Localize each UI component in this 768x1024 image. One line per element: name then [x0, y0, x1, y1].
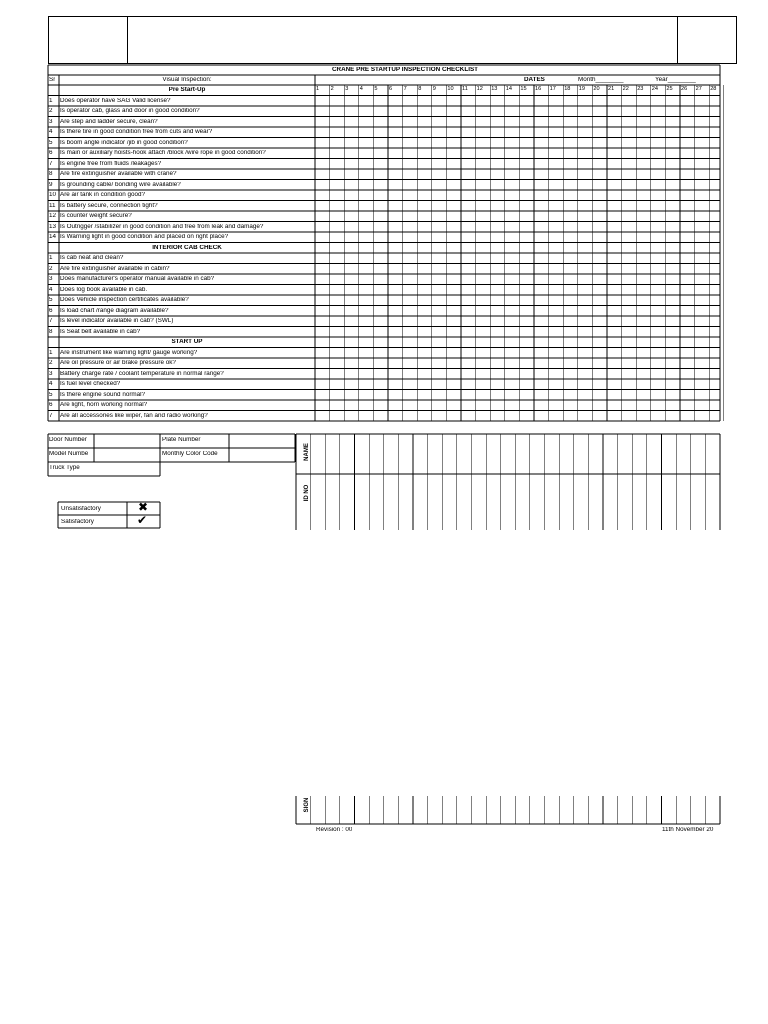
sign-label: SIGN	[304, 797, 310, 813]
item-question: Is main or auxiliary hoists-hook attach /block /wire rope in good condition?	[60, 150, 266, 156]
day-number: 27	[695, 86, 702, 92]
item-number: 7	[49, 160, 53, 167]
footer-date-text: 11th November 20	[662, 827, 714, 833]
item-number: 6	[49, 402, 53, 408]
item-question: Are fire extinguisher available in cabin?	[60, 265, 170, 272]
day-number: 14	[505, 86, 513, 92]
item-question: Is engine free from fluids /leakages?	[60, 160, 162, 167]
day-number: 24	[651, 86, 659, 92]
day-number: 19	[578, 86, 586, 92]
day-number: 13	[491, 86, 498, 92]
satisfactory-label: Satisfactory	[61, 519, 94, 525]
item-number: 12	[49, 213, 57, 219]
item-question: Is there engine sound normal?	[60, 391, 146, 398]
item-number: 2	[49, 360, 53, 366]
day-number: 10	[447, 86, 454, 92]
item-question: Are fire extinguisher available with crane?	[60, 171, 177, 177]
day-number: 25	[666, 86, 673, 92]
item-number: 11	[49, 202, 56, 209]
item-number: 7	[49, 412, 53, 419]
section-heading: START UP	[171, 339, 203, 345]
day-number: 2	[330, 86, 334, 92]
day-number: 11	[462, 86, 468, 92]
day-number: 18	[564, 86, 571, 92]
item-question: Is there tire in good condition free from cuts and wear?	[60, 129, 213, 135]
item-number: 1	[49, 255, 53, 261]
day-number: 17	[549, 86, 556, 92]
item-number: 8	[49, 328, 53, 335]
day-number: 9	[432, 86, 436, 92]
truck-type-label: Truck Type	[49, 465, 80, 471]
item-question: Is cab neat and clean?	[60, 255, 124, 261]
id-no-label: ID NO	[304, 484, 310, 502]
item-number: 4	[49, 381, 53, 387]
day-number: 3	[345, 86, 349, 92]
item-question: Does operator have SAG Valid license?	[60, 97, 171, 104]
item-number: 14	[49, 234, 57, 240]
day-number: 6	[389, 86, 393, 92]
item-number: 1	[49, 97, 53, 104]
item-question: Are oil pressure or air brake pressure ok?	[60, 360, 176, 366]
model-number-label: Model Numbe	[49, 451, 89, 457]
day-number: 15	[520, 86, 527, 92]
plate-number-label: Plate Number	[162, 437, 201, 443]
sr-header: Sr	[49, 77, 56, 83]
dates-header: DATES	[524, 77, 545, 83]
item-question: Is counter weight secure?	[60, 213, 132, 219]
door-number-label: Door Number	[49, 437, 87, 443]
section-heading: INTERIOR CAB CHECK	[152, 244, 222, 251]
item-number: 7	[49, 318, 53, 324]
day-number: 23	[637, 86, 644, 92]
visual-inspection-header: Visual Inspection:	[162, 77, 212, 83]
item-number: 2	[49, 265, 53, 272]
item-question: Is operator cab, glass and door in good condition?	[60, 108, 200, 114]
item-number: 13	[49, 223, 57, 230]
item-number: 10	[49, 192, 57, 198]
item-number: 9	[49, 181, 53, 188]
item-question: Is grounding cable/ bonding wire available?	[60, 181, 181, 188]
cross-icon: ✖	[138, 500, 149, 514]
checkmark-icon: ✔	[137, 513, 148, 527]
item-question: Does manufacturer's operator manual available in cab?	[60, 276, 215, 282]
item-number: 2	[49, 108, 53, 114]
item-question: Is Seat belt available in cab?	[60, 328, 141, 335]
item-question: Are light, horn working normal?	[60, 402, 148, 408]
item-number: 5	[49, 391, 53, 398]
item-question: Is battery secure, connection tight?	[60, 202, 158, 209]
checklist-title: CRANE PRE STARTUP INSPECTION CHECKLIST	[331, 67, 478, 73]
day-number: 21	[608, 86, 615, 92]
monthly-color-code-label: Monthly Color Code	[162, 451, 218, 457]
item-number: 5	[49, 139, 53, 146]
item-number: 4	[49, 286, 53, 293]
day-number: 8	[418, 86, 422, 92]
item-question: Battery charge rate / coolant temperature in normal range?	[60, 370, 224, 377]
item-question: Is Warning light in good condition and placed on right place?	[60, 234, 229, 240]
day-number: 4	[359, 86, 363, 92]
item-number: 5	[49, 297, 53, 303]
item-number: 8	[49, 171, 53, 177]
unsatisfactory-label: Unsatisfactory	[61, 506, 101, 512]
item-question: Are all accessories like wiper, fan and radio working?	[60, 412, 208, 419]
item-number: 4	[49, 129, 53, 135]
section-heading: Pre Start-Up	[168, 87, 206, 93]
day-number: 20	[593, 86, 600, 92]
month-header: Month________	[578, 77, 624, 83]
day-number: 7	[403, 86, 407, 92]
day-number: 28	[710, 86, 717, 92]
day-number: 26	[681, 86, 688, 92]
item-question: Are step and ladder secure, clean?	[60, 118, 158, 125]
day-number: 22	[622, 86, 629, 92]
item-question: Is load chart /range diagram available?	[60, 307, 169, 314]
day-number: 16	[535, 86, 542, 92]
item-number: 3	[49, 276, 53, 282]
item-question: Is boom angle indicator /jib in good condition?	[60, 139, 188, 146]
year-header: Year________	[655, 77, 696, 83]
item-question: Does log book available in cab.	[60, 286, 148, 293]
item-number: 3	[49, 118, 53, 125]
item-question: Is Outrigger /stabilizer in good condition and free from leak and damage?	[60, 223, 264, 230]
day-number: 1	[316, 86, 320, 92]
day-number: 5	[374, 86, 378, 92]
item-question: Are air tank in condition good?	[60, 192, 146, 198]
name-label: NAME	[304, 443, 310, 461]
item-number: 6	[49, 150, 53, 156]
item-question: Is level indicator available in cab? (SWL)	[60, 318, 174, 324]
item-question: Are instrument like warning light/ gauge working?	[60, 349, 198, 356]
day-number: 12	[476, 86, 483, 92]
item-number: 3	[49, 370, 53, 377]
item-number: 6	[49, 307, 53, 314]
item-number: 1	[49, 349, 53, 356]
item-question: Is fuel level checked?	[60, 381, 121, 387]
item-question: Does Vehicle inspection certificates available?	[60, 297, 189, 303]
revision-text: Revision : 00	[316, 827, 353, 833]
